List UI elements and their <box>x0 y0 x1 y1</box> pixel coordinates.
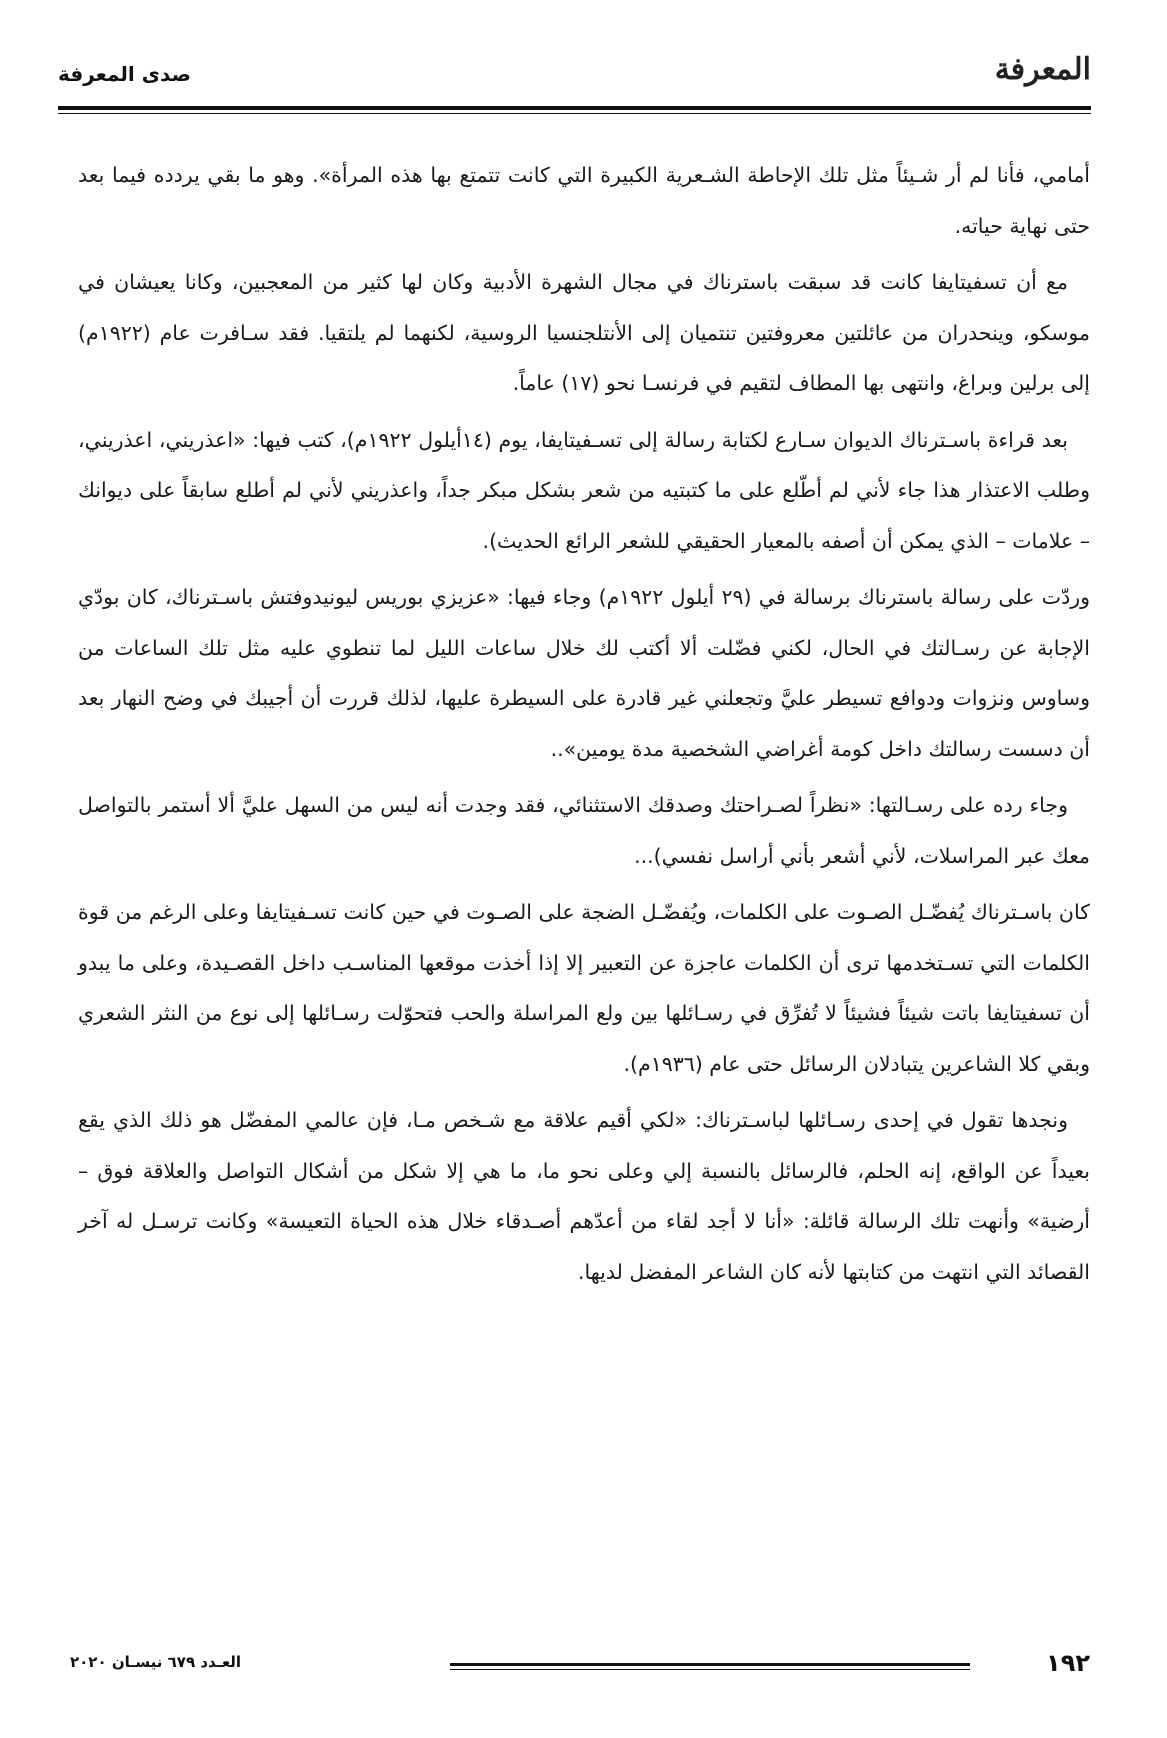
paragraph: ونجدها تقول في إحدى رسـائلها لباسـترناك: «لكي أقيم علاقة مع شـخص مـا، فإن عالمي المفضّل هو ذلك الذي يقع بعيداً عن الواقع، إنه الحلم، فالرسائل بالنسبة إلي وعلى نحو ما، ما هي إلا شكل من أشكال التواصل والعلاقة فوق – أرضية» وأنهت تلك الرسالة قائلة: «أنا لا أجد لقاء من أعدّهم أصـدقاء خلال هذه الحياة التعيسة» وكانت ترسـل له آخر القصائد التي انتهت من كتابتها لأنه كان الشاعر المفضل لديها. <box>78 1108 1090 1284</box>
header-divider-thin <box>58 113 1091 114</box>
issue-info: العـدد ٦٧٩ نيسـان ٢٠٢٠ <box>70 1653 242 1671</box>
footer-divider <box>450 1663 970 1666</box>
paragraph: بعد قراءة باسـترناك الديوان سـارع لكتابة رسالة إلى تسـفيتايفا، يوم (١٤أيلول ١٩٢٢م)، كتب فيها: «اعذريني، اعذريني، وطلب الاعتذار هذا جاء لأني لم أطّلع على ما كتبتيه من شعر بشكل مبكر جداً، واعذريني لأني لم أطلع سابقاً على ديوانك – علامات – الذي يمكن أن أصفه بالمعيار الحقيقي للشعر الرائع الحديث). <box>78 427 1090 553</box>
page-header <box>58 52 1091 102</box>
paragraph: أمامي، فأنا لم أر شـيئاً مثل تلك الإحاطة الشـعرية الكبيرة التي كانت تتمتع بها هذه المرأة». وهو ما بقي يردده فيما بعد حتى نهاية حياته. <box>78 163 1090 238</box>
paragraph: مع أن تسفيتايفا كانت قد سبقت باسترناك في مجال الشهرة الأدبية وكان لها كثير من المعجبين، وكانا يعيشان في موسكو، وينحدران من عائلتين معروفتين تنتميان إلى الأنتلجنسيا الروسية، لكنهما لم يلتقيا. فقد سـافرت عام (١٩٢٢م) إلى برلين وبراغ، وانتهى بها المطاف لتقيم في فرنسـا نحو (١٧) عاماً. <box>78 270 1090 395</box>
paragraph: كان باسـترناك يُفضّـل الصـوت على الكلمات، ويُفضّـل الضجة على الصـوت في حين كانت تسـفيتايفا وعلى الرغم من قوة الكلمات التي تسـتخدمها ترى أن الكلمات عاجزة عن التعبير إلا إذا أخذت موقعها المناسـب داخل القصـيدة، وعلى ما يبدو أن تسفيتايفا باتت شيئاً فشيئاً لا تُفرِّق في رسـائلها بين ولع المراسلة والحب فتحوّلت رسـائلها إلى نوع من النثر الشعري وبقي كلا الشاعرين يتبادلان الرسائل حتى عام (١٩٣٦م). <box>78 900 1090 1076</box>
paragraph: وردّت على رسالة باسترناك برسالة في (٢٩ أيلول ١٩٢٢م) وجاء فيها: «عزيزي بوريس ليونيدوفتش باسـترناك، كان بودّي الإجابة عن رسـالتك في الحال، لكني فضّلت ألا أكتب لك خلال ساعات الليل لما تنطوي عليه مثل تلك الساعات من وساوس ونزوات ودوافع تسيطر عليَّ وتجعلني غير قادرة على السيطرة عليها، لذلك قررت أن أجيبك في وضح النهار بعد أن دسست رسالتك داخل كومة أغراضي الشخصية مدة يومين».. <box>78 585 1090 761</box>
paragraph: وجاء رده على رسـالتها: «نظراً لصـراحتك وصدقك الاستثنائي، فقد وجدت أنه ليس من السهل عليَّ ألا أستمر بالتواصل معك عبر المراسلات، لأني أشعر بأني أراسل نفسي)... <box>78 793 1090 868</box>
magazine-logo: المعرفة <box>994 52 1091 87</box>
header-divider <box>58 106 1091 110</box>
section-title: صدى المعرفة <box>58 62 191 86</box>
page-number: ١٩٢ <box>1046 1649 1090 1677</box>
footer-divider-thin <box>450 1669 970 1670</box>
article-body <box>78 150 1090 1303</box>
page-footer <box>70 1649 1090 1683</box>
